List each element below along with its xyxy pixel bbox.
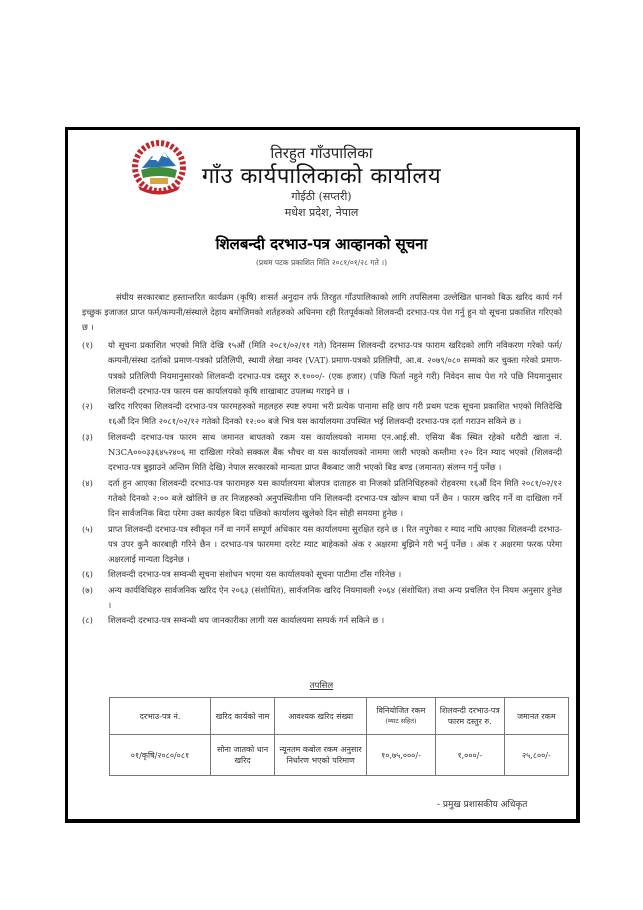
clause-item — [82, 583, 562, 614]
clause-text: दर्ता हुन आएका शिलवन्दी दरभाउ-पत्र फारामहरु यस कार्यालयमा बोलपत्र दाताहरु वा निजको प्रतिनिधिहरुको रोहवरमा १६औं दिन मिति २०८१/०२/१२ गतेको दिनको २:०० बजे खोलिने छ तर निजहरुको अनुपस्थितीमा पनि शिलवन्दी दरभाउ-पत्र खोल्न बाधा पर्ने छैन । फारम खरिद गर्ने वा दाखिला गर्ने दिन सार्वजनिक बिदा परेमा उक्त कार्यहरु बिदा पछिको कार्यालय खुलेको दिन सोही समयमा हुनेछ । — [108, 477, 562, 519]
table-row — [110, 735, 569, 776]
clause-item — [82, 613, 562, 628]
cell-work-name: सोना जातको धान खरिद — [210, 735, 274, 776]
clause-text: खरिद गरिएका शिलवन्दी दरभाउ-पत्र फारमहरुको महलहरु स्पष्ट रुपमा भरी प्रत्येक पानामा सहि छाप गरी प्रथम पटक सूचना प्रकाशित भएको मितिदेखि १६औं दिन मिति २०८१/०२/१२ गतेको दिनको १२:०० बजे भित्र यस कार्यालयमा उपस्थित भई शिलवन्दी दरभाउ-पत्र दर्ता गराउन सकिने छ । — [108, 401, 562, 427]
clause-number: (१) — [82, 340, 93, 350]
clause-text: शिलवन्दी दरभाउ-पत्र सम्वन्धी सूचना संशोधन भएमा यस कार्यालयको सूचना पाटीमा टाँस गरिनेछ । — [108, 569, 402, 580]
cell-bid-no: ०१/कृषि/२०८०/०८१ — [110, 735, 211, 776]
table-header-row — [110, 698, 569, 735]
column-label: खरिद कार्यको नाम — [215, 711, 270, 721]
column-header-quantity — [275, 698, 367, 735]
clause-number: (३) — [82, 431, 93, 442]
clause-number: (८) — [82, 615, 93, 626]
clause-list — [82, 338, 562, 629]
notice-title: शिलबन्दी दरभाउ-पत्र आव्हानको सूचना — [215, 235, 428, 253]
column-label: दरभाउ-पत्र नं. — [139, 711, 181, 721]
cell-security-amount: २५,८००/- — [504, 735, 568, 776]
schedule-heading-text: तपसिल — [309, 681, 334, 691]
clause-item — [82, 476, 562, 522]
clause-item — [82, 338, 562, 399]
clause-number: (४) — [82, 477, 93, 488]
clause-number: (५) — [82, 523, 93, 534]
clause-item — [82, 567, 562, 582]
publication-date: (प्रथम पटक प्रकाशित मिति २०८१/०१/२८ गते ।) — [255, 258, 388, 267]
office-name: गाँउ कार्यपालिकाको कार्यालय — [201, 164, 442, 189]
column-note: (म्याट सहित) — [385, 717, 417, 725]
column-header-form-fee — [435, 698, 504, 735]
schedule-table — [109, 697, 569, 776]
clause-number: (२) — [82, 401, 93, 412]
cell-quantity: न्यूनतम कबोल रकम अनुसार निर्धारण भएको परिमाण — [275, 735, 367, 776]
column-label: विनियोजित रकम — [376, 706, 426, 715]
column-label: आवश्यक खरिद संख्या — [288, 711, 354, 721]
column-header-security-amount — [504, 698, 568, 735]
office-location: गोईठी (सप्तरी) — [291, 190, 352, 203]
clause-text: यो सूचना प्रकाशित भएको मिति देखि १५औं (मिति २०८१/०२/११ गते) दिनसम्म शिलवन्दी दरभाउ-पत्र फाराम खरिदको लागि नविकरण गरेको फर्म/कम्पनी/संस्था दर्ताको प्रमाण-पत्रको प्रतिलिपी, स्थायी लेखा नम्वर (VAT) प्रमाण-पत्रको प्रतिलिपी, आ.ब. २०७९/०८० सम्मको कर चुक्ता गरेको प्रमाण-पत्रको प्रतिलिपी नियमानुसारको शिलवन्दी दरभाउ-पत्र दस्तुर रु.१०००/- (एक हजार) (पछि फिर्ता नहुने गरी) निवेदन साथ पेश गरे पछि नियमानुसार शिलवन्दी दरभाउ-पत्र फारम यस कार्यालयको कृषि शाखाबाट उपलब्ध गराइने छ । — [108, 340, 562, 396]
clause-item — [82, 430, 562, 476]
column-label: जमानत रकम — [517, 711, 556, 721]
province-country: मधेश प्रदेश, नेपाल — [284, 206, 359, 219]
column-label: शिलवन्दी दरभाउ-पत्र फारम दस्तुर रु. — [439, 706, 500, 726]
column-header-work-name — [210, 698, 274, 735]
cell-allocated-amount: १०,७५,०००/- — [367, 735, 436, 776]
clause-text: प्राप्त शिलवन्दी दरभाउ-पत्र स्वीकृत गर्ने वा नगर्ने सम्पूर्ण अधिकार यस कार्यालयमा सुरक्षित रहने छ । रित नपुगेका र म्याद नाघि आएका शिलवन्दी दरभाउ-पत्र उपर कुनै कारबाही गरिने छैन । दरभाउ-पत्र फारममा दररेट म्याट बाहेकको अंक र अक्षरमा बुझिने गरी भर्नु पर्नेछ । अंक र अक्षरमा फरक परेमा अक्षरलाई मान्यता दिइनेछ । — [108, 523, 563, 565]
signatory: - प्रमुख प्रशासकीय अधिकृत — [437, 800, 528, 810]
clause-text: शिलवन्दी दरभाउ-पत्र फारम साथ जमानत बापतको रकम यस कार्यालयको नाममा एन.आई.सी. एसिया बैंक स्थित रहेको धरौटी खाता नं. N3CA०००३३६४५२४०६ मा दाखिला गरेको सक्कल बैंक भौचर वा यस कार्यालयको नाममा जारी भएको कम्तीमा १२० दिन म्याद भएको (शिलवन्दी दरभाउ-पत्र बुझाउने अन्तिम मिति देखि) नेपाल सरकारको मान्यता प्राप्त बैंकबाट जारी भएको बिड बण्ड (जमानत) संलग्न गर्नु पर्नेछ । — [108, 431, 562, 473]
municipality-name: तिरहुत गाँउपालिका — [270, 144, 373, 162]
schedule-heading — [0, 680, 643, 691]
intro-paragraph: संघीय सरकारबाट हस्तान्तरित कार्यक्रम (कृषि) शःसर्त अनुदान तर्फ तिरहुत गाँउपालिकाको लागि तपसिलमा उल्लेखित धानको बिऊ खरिद कार्य गर्न इच्छुक इजाजत प्राप्त फर्म/कम्पनी/संस्थाले देहाय बमोजिमको शर्तहरुको अधिनमा रही रितपूर्वकको शिलवन्दी दरभाउ-पत्र पेश गर्नु हुन यो सूचना प्रकाशित गरिएको छ । — [82, 292, 562, 332]
clause-text: अन्य कार्यविधिहरु सार्वजनिक खरिद ऐन २०६३ (संशोधित), सार्वजनिक खरिद नियमावली २०६४ (संशोधित) तथा अन्य प्रचलित ऐन नियम अनुसार हुनेछ । — [108, 584, 562, 611]
column-header-bid-no — [110, 698, 211, 735]
clause-item — [82, 399, 562, 430]
column-header-allocated-amount — [367, 698, 436, 735]
clause-text: शिलवन्दी दरभाउ-पत्र सम्वन्धी थप जानकारीका लागी यस कार्यालयमा सम्पर्क गर्न सकिने छ । — [108, 615, 385, 626]
clause-number: (६) — [82, 569, 93, 580]
clause-item — [82, 522, 562, 568]
clause-number: (७) — [82, 584, 93, 595]
cell-form-fee: १,०००/- — [435, 735, 504, 776]
